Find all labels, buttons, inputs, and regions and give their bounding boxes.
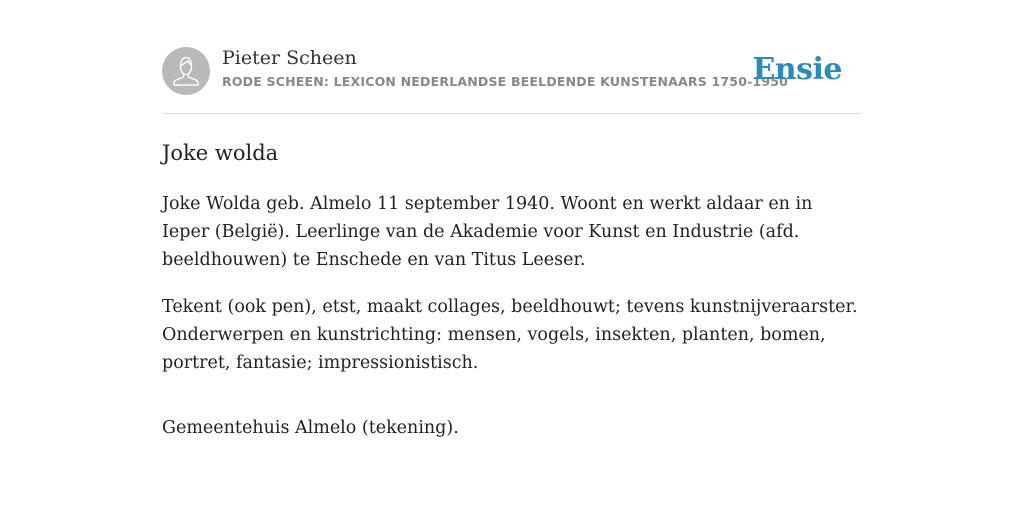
article-paragraph: Gemeentehuis Almelo (tekening). xyxy=(162,418,459,438)
article-paragraph: Joke Wolda geb. Almelo 11 september 1940. Woont en werkt aldaar en in Ieper (België). Leerlinge van de Akademie voor Kunst en Industrie (afd. beeldhouwen) te Enschede en van Titus Leeser. xyxy=(162,194,813,270)
article-body xyxy=(162,136,862,461)
article-title: Joke wolda xyxy=(162,141,279,165)
source-name[interactable]: RODE SCHEEN: LEXICON NEDERLANDSE BEELDENDE KUNSTENAARS 1750-1950 xyxy=(222,74,789,89)
divider xyxy=(162,113,862,114)
article-paragraph: Tekent (ook pen), etst, maakt collages, beeldhouwt; tevens kunstnijveraarster. Onderwerpen en kunstrichting: mensen, vogels, insekten, planten, bomen, portret, fantasie; impressionistisch. xyxy=(162,297,858,373)
ensie-logo[interactable]: Ensie xyxy=(752,52,842,87)
article-header xyxy=(162,46,862,96)
author-name[interactable]: Pieter Scheen xyxy=(222,47,357,69)
avatar[interactable] xyxy=(162,47,210,95)
user-silhouette-icon xyxy=(162,47,210,95)
